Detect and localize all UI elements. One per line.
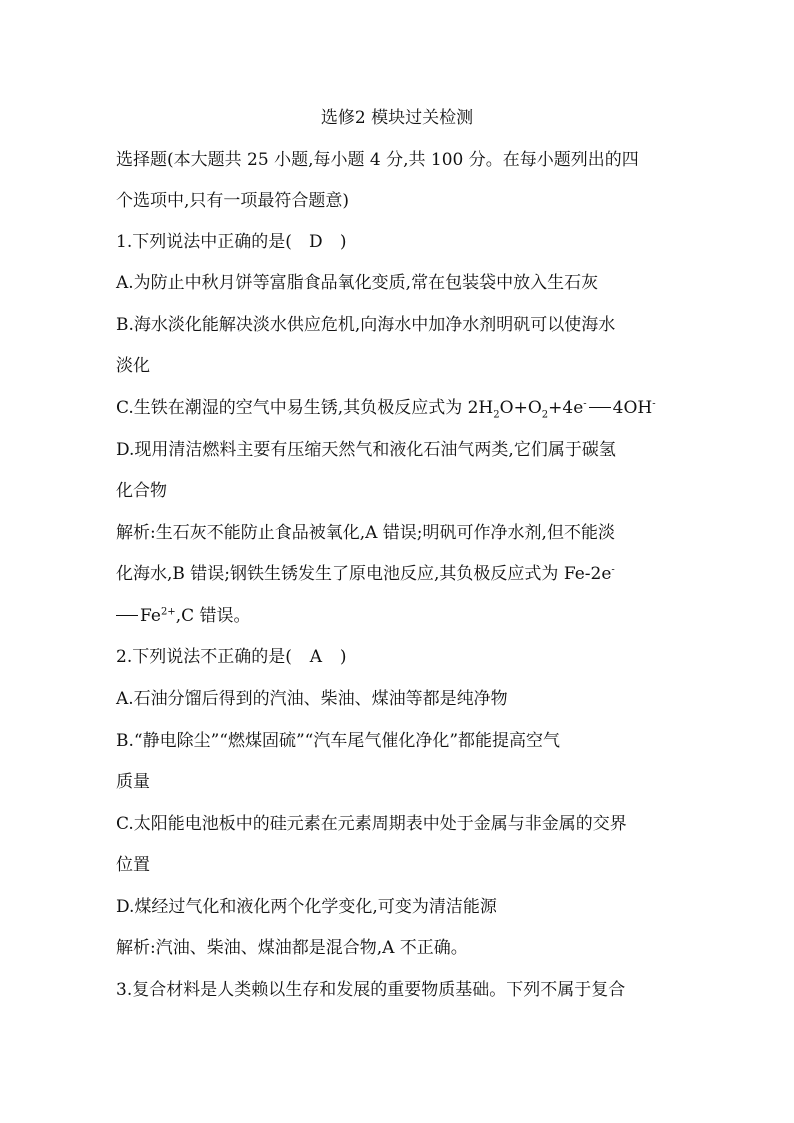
subscript: 2	[541, 409, 549, 421]
q1-option-c	[116, 397, 656, 419]
q1-explanation-text: 化海水,B 错误;钢铁生锈发生了原电池反应,其负极反应式为 Fe-2e	[116, 564, 612, 584]
q1-option-c-text: C.生铁在潮湿的空气中易生锈,其负极反应式为 2H	[116, 398, 494, 418]
q2-option-b-line-1: B.“静电除尘”“燃煤固硫”“汽车尾气催化净化”都能提高空气	[116, 731, 561, 751]
reaction-arrow-line	[116, 615, 138, 616]
q1-stem-text: 1.下列说法中正确的是(	[116, 232, 292, 252]
q1-option-c-text: +4e	[548, 398, 584, 418]
page-title: 选修2 模块过关检测	[320, 108, 474, 128]
subscript: 2	[493, 409, 500, 421]
q1-explanation-text: Fe	[140, 606, 161, 626]
q2-option-a: A.石油分馏后得到的汽油、柴油、煤油等都是纯净物	[116, 689, 508, 709]
q1-explanation-text: ,C 错误。	[175, 606, 251, 626]
q1-stem	[116, 231, 347, 253]
q1-explanation-line-2	[116, 563, 615, 585]
q3-stem-line-1: 3.复合材料是人类赖以生存和发展的重要物质基础。下列不属于复合	[116, 980, 626, 1000]
superscript: 2+	[160, 606, 176, 618]
q2-stem-close: )	[339, 647, 347, 667]
q1-stem-close: )	[339, 232, 347, 252]
q2-option-d: D.煤经过气化和液化两个化学变化,可变为清洁能源	[116, 897, 497, 917]
instructions-line-1: 选择题(本大题共 25 小题,每小题 4 分,共 100 分。在每小题列出的四	[116, 150, 639, 170]
q1-option-c-text: 4OH	[612, 398, 653, 418]
instructions-line-2: 个选项中,只有一项最符合题意)	[116, 191, 350, 211]
q2-stem-text: 2.下列说法不正确的是(	[116, 647, 292, 667]
q2-answer: A	[309, 647, 322, 667]
q1-option-a: A.为防止中秋月饼等富脂食品氧化变质,常在包装袋中放入生石灰	[116, 273, 599, 293]
q1-option-d-line-2: 化合物	[116, 481, 167, 501]
q1-option-b-line-2: 淡化	[116, 356, 150, 376]
superscript: -	[652, 398, 656, 410]
q2-option-c-line-2: 位置	[116, 855, 150, 875]
q1-answer: D	[309, 232, 323, 252]
q1-option-c-text: O+O	[499, 398, 542, 418]
q1-option-b-line-1: B.海水淡化能解决淡水供应危机,向海水中加净水剂明矾可以使海水	[116, 315, 616, 335]
superscript: -	[583, 398, 587, 410]
reaction-arrow-line	[589, 407, 611, 408]
superscript: -	[611, 564, 615, 576]
q1-explanation-line-3	[116, 605, 251, 627]
q2-explanation: 解析:汽油、柴油、煤油都是混合物,A 不正确。	[116, 938, 468, 958]
q1-explanation-line-1: 解析:生石灰不能防止食品被氧化,A 错误;明矾可作净水剂,但不能淡	[116, 523, 615, 543]
q2-option-b-line-2: 质量	[116, 772, 150, 792]
q2-option-c-line-1: C.太阳能电池板中的硅元素在元素周期表中处于金属与非金属的交界	[116, 814, 627, 834]
q1-option-d-line-1: D.现用清洁燃料主要有压缩天然气和液化石油气两类,它们属于碳氢	[116, 440, 616, 460]
q2-stem	[116, 646, 347, 668]
